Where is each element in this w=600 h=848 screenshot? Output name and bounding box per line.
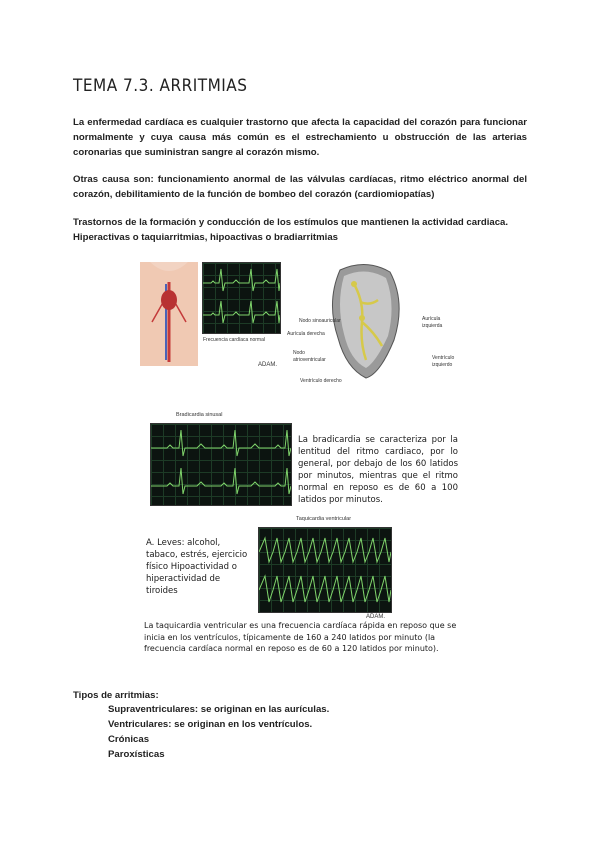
label-left-ventricle: Ventrículo izquierdo — [432, 355, 455, 368]
adam-logo: ADAM. — [258, 362, 278, 368]
label-av-node: Nodo atrioventricular — [293, 350, 326, 363]
normal-ecg-strip — [202, 262, 281, 334]
tachycardia-ecg-strip — [258, 527, 392, 613]
bradycardia-caption: Bradicardia sinusal — [176, 412, 223, 418]
page-title: TEMA 7.3. ARRITMIAS — [73, 76, 248, 96]
tachycardia-note: La taquicardia ventricular es una frecuencia cardíaca rápida en reposo que se inicia en los ventrículos, típicamente de 160 a 240 latidos por minuto (la frecuencia cardíaca normal en reposo es de 60 a 120 latidos por minuto). — [144, 621, 457, 653]
label-sa-node: Nodo sinoauricular — [299, 318, 341, 324]
label-right-ventricle: Ventrículo derecho — [300, 378, 342, 384]
disorders-paragraph: Trastornos de la formación y conducción de los estímulos que mantienen la actividad cardiaca. Hiperactivas o taquiarritmias, hipoactivas o bradiarritmias — [73, 217, 509, 243]
list-item: Crónicas — [108, 734, 150, 745]
causes-paragraph: Otras causa son: funcionamiento anormal de las válvulas cardíacas, ritmo eléctrico anormal del corazón, debilitamiento de la función de bombeo del corazón (cardiomiopatías) — [73, 174, 527, 200]
bradycardia-ecg-strip — [150, 423, 292, 506]
normal-ecg-caption: Frecuencia cardíaca normal — [203, 337, 265, 343]
list-item: Paroxísticas — [108, 749, 165, 760]
list-item: Supraventriculares: se originan en las aurículas. — [108, 704, 330, 715]
adam-logo-2: ADAM. — [366, 614, 386, 620]
mild-causes-note: A. Leves: alcohol, tabaco, estrés, ejercicio físico Hipoactividad o hiperactividad de tiroides — [146, 538, 248, 596]
types-heading: Tipos de arritmias: — [73, 690, 159, 701]
tachycardia-caption: Taquicardia ventricular — [296, 516, 352, 522]
intro-paragraph: La enfermedad cardíaca es cualquier trastorno que afecta la capacidad del corazón para funcionar normalmente y cuya causa más común es el estrechamiento u obstrucción de las arterias coronarias que suministran sangre al corazón mismo. — [73, 117, 527, 158]
torso-illustration — [140, 262, 198, 366]
label-left-atrium: Aurícula izquierda — [422, 316, 443, 329]
label-right-atrium: Aurícula derecha — [287, 331, 325, 337]
list-item: Ventriculares: se originan en los ventrículos. — [108, 719, 313, 730]
bradycardia-note: La bradicardia se caracteriza por la lentitud del ritmo cardiaco, por lo general, por debajo de los 60 latidos por minutos, mientras que el ritmo normal en reposo es de 60 a 100 latidos por minutos. — [298, 435, 458, 505]
